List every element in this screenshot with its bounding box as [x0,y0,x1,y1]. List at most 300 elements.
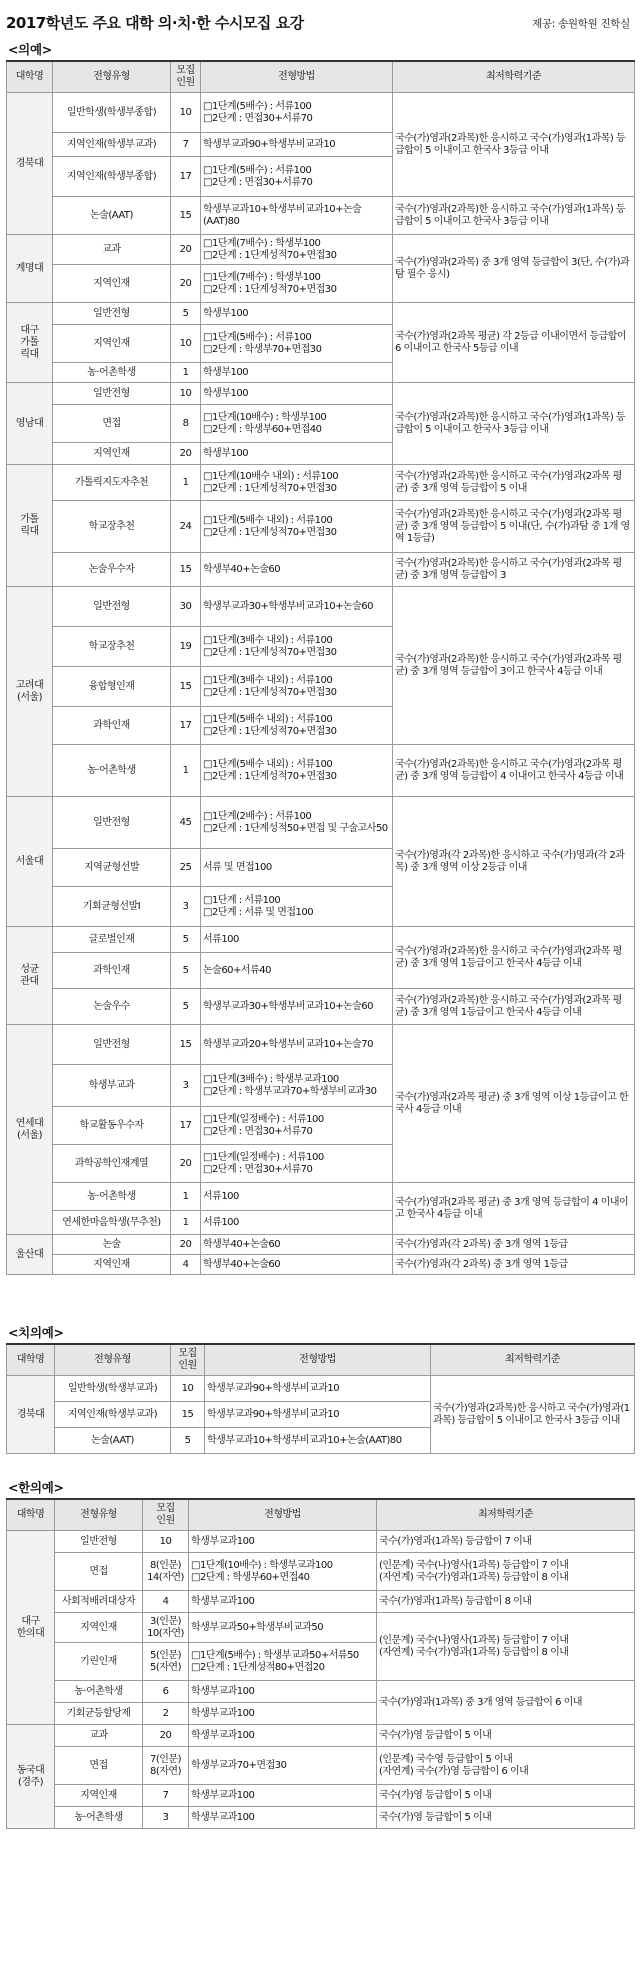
selection-method-cell-text: □1단계(10배수) : 학생부100 □2단계 : 학생부60+면접40 [203,411,327,435]
admission-type-cell [53,1107,171,1145]
selection-method-cell [201,1255,393,1275]
table-row [7,1747,635,1785]
section-dentistry [6,1323,634,1454]
minimum-criteria-cell [393,383,635,465]
quota-cell-text: 45 [179,816,192,828]
admission-type-cell-text: 일반전형 [93,600,130,612]
selection-method-cell-text: □1단계(5배수) : 학생부교과50+서류50 □2단계 : 1단계성적80+면접20 [191,1649,359,1673]
selection-method-cell [201,627,393,667]
quota-cell-text: 1 [182,366,189,378]
university-cell-text: 경북대 [16,1408,45,1420]
quota-cell-text: 4 [182,1258,189,1270]
table-row [7,989,635,1025]
admission-type-cell [53,325,171,363]
minimum-criteria-cell [393,1235,635,1255]
minimum-criteria-cell-text: 국수(가)영 등급합이 5 이내 [379,1811,492,1823]
quota-cell-text: 7(인문) 8(자연) [150,1753,181,1777]
admission-type-cell-text: 지역인재(학생부교과) [67,1408,158,1420]
section-oriental-medicine [6,1478,634,1829]
quota-cell [171,465,201,501]
admission-type-cell-text: 일반전형 [93,1038,130,1050]
admission-type-cell [55,1725,143,1747]
selection-method-cell-text: 학생부교과20+학생부비교과10+논술70 [203,1038,374,1050]
quota-cell [171,887,201,927]
selection-method-cell-text: 학생부교과90+학생부비교과10 [207,1408,340,1420]
admission-type-cell [53,627,171,667]
quota-cell-text: 3 [162,1811,169,1823]
quota-cell-text: 5 [182,933,189,945]
table-row [7,797,635,849]
selection-method-cell-text: 학생부교과90+학생부비교과10 [207,1382,340,1394]
selection-method-cell-text: □1단계(7배수) : 학생부100 □2단계 : 1단계성적70+면접30 [203,271,337,295]
selection-method-cell [201,265,393,303]
minimum-criteria-cell [377,1613,635,1681]
quota-cell [171,383,201,405]
table-row [7,1235,635,1255]
selection-method-cell-text: 학생부교과100 [191,1707,255,1719]
quota-cell-text: 20 [179,1238,192,1250]
quota-cell-text: 4 [162,1595,169,1607]
selection-method-cell-text: 학생부교과100 [191,1789,255,1801]
admission-type-cell-text: 일반전형 [93,816,130,828]
selection-method-cell [201,197,393,235]
admission-type-cell-text: 일반전형 [80,1535,117,1547]
selection-method-cell [205,1376,431,1402]
quota-cell [171,1065,201,1107]
selection-method-cell [189,1591,377,1613]
col-header-criteria: 최저학력기준 [377,1499,635,1531]
quota-cell-text: 2 [162,1707,169,1719]
table-row [7,465,635,501]
quota-cell-text: 5 [182,307,189,319]
quota-cell-text: 25 [179,861,192,873]
selection-method-cell [201,1107,393,1145]
university-cell-text: 성균 관대 [20,963,39,987]
selection-method-cell-text: □1단계(3배수) : 학생부교과100 □2단계 : 학생부교과70+학생부비교과30 [203,1073,377,1097]
admission-type-cell-text: 융합형인재 [88,680,135,692]
quota-cell-text: 7 [182,138,189,150]
university-cell [7,1725,55,1829]
quota-cell-text: 3 [182,1079,189,1091]
col-header-university: 대학명 [7,1344,55,1376]
table-header-row [7,61,635,93]
minimum-criteria-cell-text: 국수(가)영과(2과목)한 응시하고 국수(가)영과(1과목) 등급합이 5 이내이고 한국사 3등급 이내 [433,1402,630,1426]
admission-type-cell [53,1211,171,1235]
col-header-method: 전형방법 [189,1499,377,1531]
table-row [7,1807,635,1829]
admission-type-cell [53,1065,171,1107]
quota-cell-text: 5 [182,1000,189,1012]
selection-method-cell [189,1725,377,1747]
selection-method-cell-text: 학생부교과50+학생부비교과50 [191,1621,324,1633]
col-header-quota: 모집 인원 [143,1499,189,1531]
table-row [7,1025,635,1065]
quota-cell-text: 1 [182,1216,189,1228]
quota-cell-text: 20 [179,1157,192,1169]
selection-method-cell-text: 서류100 [203,1190,239,1202]
admission-type-cell [53,93,171,133]
admission-type-cell [53,383,171,405]
selection-method-cell [189,1785,377,1807]
admission-type-cell [53,797,171,849]
selection-method-cell-text: 학생부교과30+학생부비교과10+논술60 [203,1000,374,1012]
selection-method-cell [201,1235,393,1255]
col-header-university: 대학명 [7,1499,55,1531]
table-row [7,303,635,325]
university-cell [7,1235,53,1275]
admission-type-cell-text: 농·어촌학생 [87,764,136,776]
minimum-criteria-cell [393,553,635,587]
quota-cell-text: 20 [179,243,192,255]
table-row [7,1725,635,1747]
university-cell-text: 영남대 [15,417,44,429]
selection-method-cell-text: □1단계(5배수) : 서류100 □2단계 : 면접30+서류70 [203,164,313,188]
quota-cell [171,1428,205,1454]
admission-type-cell [55,1681,143,1703]
quota-cell [143,1681,189,1703]
col-header-method: 전형방법 [205,1344,431,1376]
selection-method-cell-text: 학생부교과100 [191,1535,255,1547]
selection-method-cell-text: □1단계(10배수) : 학생부교과100 □2단계 : 학생부60+면접40 [191,1559,333,1583]
minimum-criteria-cell [431,1376,635,1454]
minimum-criteria-cell [377,1725,635,1747]
selection-method-cell-text: □1단계(5배수 내외) : 서류100 □2단계 : 1단계성적70+면접30 [203,758,337,782]
main-title: 2017학년도 주요 대학 의·치·한 수시모집 요강 [6,14,304,32]
admission-type-cell [55,1553,143,1591]
quota-cell-text: 8 [182,417,189,429]
selection-method-cell-text: □1단계(5배수) : 서류100 □2단계 : 학생부70+면접30 [203,331,322,355]
minimum-criteria-cell-text: 국수(가)영과(2과목 평균) 중 3개 영역 등급합이 4 이내이고 한국사 4등급 이내 [395,1196,629,1220]
quota-cell-text: 5 [184,1434,191,1446]
admission-type-cell-text: 일반전형 [93,387,130,399]
minimum-criteria-cell-text: 국수(가)영과(1과목) 등급합이 8 이내 [379,1595,532,1607]
admission-type-cell-text: 학생부교과 [88,1079,135,1091]
quota-cell [171,953,201,989]
minimum-criteria-cell-text: (인문계) 국수(나)영사(1과목) 등급합이 7 이내 (자연계) 국수(가)영과(1과목) 등급합이 8 이내 [379,1634,569,1658]
minimum-criteria-cell-text: 국수(가)영과(1과목) 등급합이 7 이내 [379,1535,532,1547]
selection-method-cell [201,927,393,953]
quota-cell [171,1255,201,1275]
quota-cell-text: 1 [182,764,189,776]
minimum-criteria-cell [393,989,635,1025]
selection-method-cell [189,1807,377,1829]
admission-type-cell [53,1025,171,1065]
admission-type-cell-text: 농·어촌학생 [74,1685,123,1697]
selection-method-cell [201,325,393,363]
quota-cell [171,1235,201,1255]
admission-type-cell [55,1643,143,1681]
table-header-row [7,1499,635,1531]
minimum-criteria-cell [393,465,635,501]
section-medicine [6,40,634,1275]
selection-method-cell [189,1531,377,1553]
admission-type-cell [55,1376,171,1402]
admission-type-cell-text: 교과 [89,1729,108,1741]
col-header-criteria: 최저학력기준 [431,1344,635,1376]
university-cell [7,1376,55,1454]
quota-cell [171,667,201,707]
admission-type-cell-text: 농·어촌학생 [87,1190,136,1202]
quota-cell-text: 15 [181,1408,194,1420]
minimum-criteria-cell-text: 국수(가)영 등급합이 5 이내 [379,1789,492,1801]
admission-type-cell-text: 기회균형선발Ⅰ [82,900,141,912]
table-row [7,1183,635,1211]
col-header-type: 전형유형 [55,1499,143,1531]
admission-type-cell-text: 기린인재 [80,1655,117,1667]
quota-cell [171,325,201,363]
quota-cell [171,927,201,953]
selection-method-cell [201,553,393,587]
university-cell-text: 동국대 (경주) [16,1764,45,1788]
col-header-university: 대학명 [7,61,53,93]
quota-cell-text: 10 [159,1535,172,1547]
quota-cell [171,797,201,849]
quota-cell-text: 20 [179,447,192,459]
admission-type-cell [53,1183,171,1211]
minimum-criteria-cell [393,1183,635,1235]
quota-cell-text: 24 [179,520,192,532]
minimum-criteria-cell [377,1785,635,1807]
minimum-criteria-cell-text: 국수(가)영과(2과목)한 응시하고 국수(가)영과(1과목) 등급합이 5 이내이고 한국사 3등급 이내 [395,411,626,435]
table-row [7,93,635,133]
admission-type-cell-text: 사회적배려대상자 [61,1595,136,1607]
admission-type-cell-text: 글로벌인재 [88,933,135,945]
admission-type-cell-text: 일반전형 [93,307,130,319]
selection-method-cell [201,93,393,133]
admission-type-cell-text: 지역인재 [93,447,130,459]
admission-type-cell [53,667,171,707]
quota-cell-text: 15 [179,1038,192,1050]
col-header-quota: 모집 인원 [171,61,201,93]
selection-method-cell-text: 학생부40+논술60 [203,563,281,575]
admission-type-cell [53,405,171,443]
selection-method-cell-text: 서류100 [203,933,239,945]
table-row [7,587,635,627]
selection-method-cell [205,1402,431,1428]
quota-cell-text: 8(인문) 14(자연) [147,1559,184,1583]
minimum-criteria-cell [393,501,635,553]
selection-method-cell [201,443,393,465]
selection-method-cell [201,405,393,443]
header [6,6,634,36]
university-cell-text: 경북대 [15,157,44,169]
selection-method-cell-text: 학생부교과100 [191,1685,255,1697]
selection-method-cell [189,1553,377,1591]
selection-method-cell-text: 학생부교과90+학생부비교과10 [203,138,336,150]
university-cell [7,93,53,235]
table-row [7,383,635,405]
quota-cell-text: 3 [182,900,189,912]
quota-cell [171,849,201,887]
admission-type-cell [53,953,171,989]
selection-method-cell [189,1747,377,1785]
quota-cell-text: 5(인문) 5(자연) [150,1649,181,1673]
university-cell [7,927,53,1025]
admission-type-cell-text: 지역인재(학생부종합) [66,170,157,182]
table-row [7,553,635,587]
selection-method-cell [189,1703,377,1725]
admission-type-cell-text: 논술(AAT) [90,209,133,221]
admission-type-cell-text: 교과 [102,243,121,255]
university-cell-text: 연세대 (서울) [15,1117,44,1141]
selection-method-cell-text: 학생부교과70+면접30 [191,1759,287,1771]
minimum-criteria-cell-text: 국수(가)영과(1과목) 중 3개 영역 등급합이 6 이내 [379,1696,582,1708]
quota-cell [171,133,201,157]
selection-method-cell [201,667,393,707]
university-cell-text: 울산대 [15,1248,44,1260]
quota-cell-text: 17 [179,170,192,182]
university-cell-text: 고려대 (서울) [15,679,44,703]
admission-type-cell [53,465,171,501]
section-title-dentistry: <치의예> [8,1325,64,1340]
admission-type-cell-text: 논술우수자 [88,563,135,575]
col-header-criteria: 최저학력기준 [393,61,635,93]
quota-cell-text: 17 [179,719,192,731]
quota-cell [143,1725,189,1747]
quota-cell [171,1145,201,1183]
quota-cell-text: 6 [162,1685,169,1697]
minimum-criteria-cell-text: 국수(가)영과(2과목)한 응시하고 국수(가)영과(1과목) 등급합이 5 이내이고 한국사 3등급 이내 [395,132,626,156]
selection-method-cell [201,953,393,989]
minimum-criteria-cell-text: 국수(가)영과(각 2과목) 중 3개 영역 1등급 [395,1258,568,1270]
quota-cell [171,443,201,465]
admission-type-cell-text: 논술우수 [93,1000,130,1012]
selection-method-cell [189,1643,377,1681]
minimum-criteria-cell-text: 국수(가)영과(2과목)한 응시하고 국수(가)영과(2과목 평균) 중 3개 영역 등급합이 4 이내이고 한국사 4등급 이내 [395,758,624,782]
quota-cell [171,1183,201,1211]
selection-method-cell-text: □1단계(일정배수) : 서류100 □2단계 : 면접30+서류70 [203,1151,324,1175]
quota-cell [143,1785,189,1807]
admission-type-cell [53,989,171,1025]
admission-type-cell-text: 농·어촌학생 [74,1811,123,1823]
university-cell [7,1531,55,1725]
quota-cell-text: 10 [179,337,192,349]
quota-cell [171,265,201,303]
quota-cell-text: 7 [162,1789,169,1801]
selection-method-cell-text: □1단계(5배수 내외) : 서류100 □2단계 : 1단계성적70+면접30 [203,514,337,538]
selection-method-cell [201,1183,393,1211]
university-cell-text: 계명대 [15,262,44,274]
quota-cell [143,1553,189,1591]
quota-cell [171,1025,201,1065]
minimum-criteria-cell-text: 국수(가)영과(2과목)한 응시하고 국수(가)영과(2과목 평균) 중 3개 영역 등급합이 5 이내(단, 수(가)과탐 중 1개 영역 1등급) [395,508,630,544]
admission-type-cell [53,1235,171,1255]
quota-cell-text: 10 [179,387,192,399]
table-row [7,1681,635,1703]
table-header-row [7,1344,635,1376]
source-credit: 제공: 송원학원 진학실 [532,18,630,30]
section-title-medicine: <의예> [8,42,52,57]
selection-method-cell [201,133,393,157]
selection-method-cell [201,465,393,501]
selection-method-cell [189,1613,377,1643]
selection-method-cell-text: 학생부40+논술60 [203,1238,281,1250]
selection-method-cell [201,303,393,325]
admission-type-cell-text: 학교장추천 [88,520,135,532]
admission-type-cell [53,443,171,465]
quota-cell-text: 30 [179,600,192,612]
quota-cell-text: 1 [182,1190,189,1202]
admission-type-cell-text: 지역균형선발 [84,861,139,873]
minimum-criteria-cell-text: 국수(가)영과(2과목)한 응시하고 국수(가)영과(2과목 평균) 중 3개 영역 등급합이 5 이내 [395,470,622,494]
quota-cell [171,1376,205,1402]
quota-cell [171,93,201,133]
selection-method-cell-text: 논술60+서류40 [203,964,271,976]
selection-method-cell [201,1211,393,1235]
admission-type-cell [53,303,171,325]
admission-type-cell-text: 면접 [102,417,121,429]
minimum-criteria-cell [377,1747,635,1785]
selection-method-cell [201,707,393,745]
quota-cell [143,1807,189,1829]
admission-type-cell [55,1591,143,1613]
university-cell-text: 대구 가톨 릭대 [20,324,39,360]
quota-cell-text: 17 [179,1119,192,1131]
table-row [7,927,635,953]
admission-type-cell-text: 일반학생(학생부교과) [67,1382,158,1394]
admission-type-cell-text: 면접 [89,1565,108,1577]
minimum-criteria-cell-text: 국수(가)영 등급합이 5 이내 [379,1729,492,1741]
minimum-criteria-cell-text: (인문계) 국수(나)영사(1과목) 등급합이 7 이내 (자연계) 국수(가)영과(1과목) 등급합이 8 이내 [379,1559,569,1583]
quota-cell [171,1402,205,1428]
quota-cell [171,587,201,627]
quota-cell [171,707,201,745]
selection-method-cell [201,157,393,197]
quota-cell-text: 10 [181,1382,194,1394]
table-oriental-medicine [6,1498,635,1829]
quota-cell-text: 3(인문) 10(자연) [147,1615,184,1639]
minimum-criteria-cell-text: 국수(가)영과(2과목)한 응시하고 국수(가)영과(2과목 평균) 중 3개 영역 등급합이 3이고 한국사 4등급 이내 [395,653,622,677]
university-cell [7,303,53,383]
quota-cell [143,1747,189,1785]
quota-cell-text: 20 [179,277,192,289]
table-row [7,1785,635,1807]
selection-method-cell-text: □1단계(2배수) : 서류100 □2단계 : 1단계성적50+면접 및 구술고사50 [203,810,388,834]
quota-cell [171,405,201,443]
table-row [7,1531,635,1553]
admission-type-cell-text: 연세한마음학생(무추천) [62,1216,161,1228]
selection-method-cell-text: 학생부40+논술60 [203,1258,281,1270]
university-cell-text: 가톨 릭대 [20,513,39,537]
admission-type-cell-text: 면접 [89,1759,108,1771]
selection-method-cell [201,887,393,927]
selection-method-cell-text: □1단계(10배수 내외) : 서류100 □2단계 : 1단계성적70+면접30 [203,470,339,494]
quota-cell [171,197,201,235]
minimum-criteria-cell [377,1681,635,1725]
selection-method-cell-text: 학생부교과100 [191,1595,255,1607]
admission-type-cell [55,1428,171,1454]
admission-type-cell [55,1747,143,1785]
quota-cell [171,363,201,383]
admission-type-cell [55,1531,143,1553]
selection-method-cell-text: 서류 및 면접100 [203,861,272,873]
col-header-type: 전형유형 [53,61,171,93]
table-row [7,1376,635,1402]
admission-type-cell-text: 일반학생(학생부종합) [66,106,157,118]
quota-cell [171,157,201,197]
quota-cell-text: 1 [182,476,189,488]
table-row [7,745,635,797]
minimum-criteria-cell-text: 국수(가)영과(2과목)한 응시하고 국수(가)영과(1과목) 등급합이 5 이내이고 한국사 3등급 이내 [395,203,626,227]
table-row [7,235,635,265]
quota-cell-text: 5 [182,964,189,976]
selection-method-cell-text: 학생부100 [203,387,249,399]
university-cell-text: 서울대 [15,855,44,867]
quota-cell-text: 10 [179,106,192,118]
admission-type-cell-text: 과학공학인재계열 [74,1157,149,1169]
admission-type-cell [53,587,171,627]
minimum-criteria-cell-text: 국수(가)영과(각 2과목)한 응시하고 국수(가)영과(각 2과목) 중 3개 영역 이상 2등급 이내 [395,849,625,873]
